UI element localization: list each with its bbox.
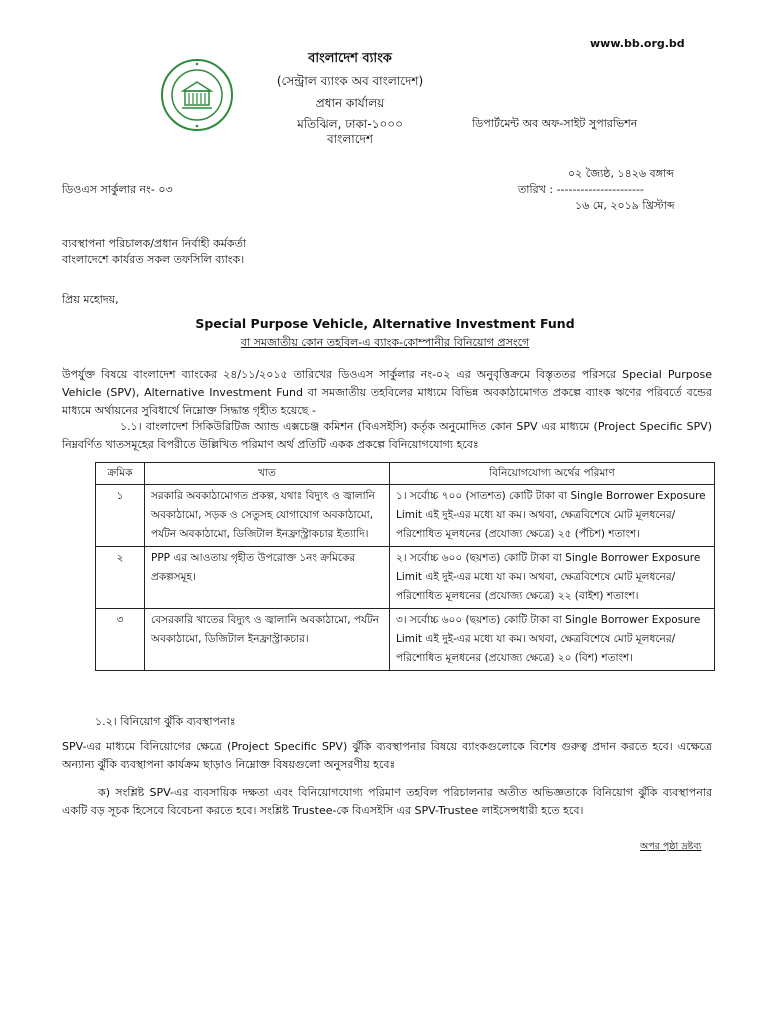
section-1-2-text: SPV-এর মাধ্যমে বিনিয়োগের ক্ষেত্রে (Project Specific SPV) ঝুঁকি ব্যবস্থাপনার বিষয়ে ব্যাংকগুলোকে বিশেষ গুরুত্ব প্রদান করতে হবে। এক্ষেত্রে অন্যান্য ঝুঁকি ব্যবস্থাপনা কার্যক্রম ছাড়াও নিম্নোক্ত বিষয়গুলো অনুসরণীয় হবেঃ bbox=[62, 740, 712, 771]
row-serial: ৩ bbox=[96, 609, 145, 671]
bank-subtitle: (সেন্ট্রাল ব্যাংক অব বাংলাদেশ) bbox=[276, 74, 424, 88]
row-amount: ২। সর্বোচ্চ ৬০০ (ছয়শত) কোটি টাকা বা Single Borrower Exposure Limit এই দুই-এর মধ্যে যা কম। অথবা, ক্ষেত্রবিশেষে মোট মূলধনের/পরিশোধিত মূলধনের (প্রযোজ্য ক্ষেত্রে) ২২ (বাইশ) শতাংশ। bbox=[390, 547, 715, 609]
subject-title: Special Purpose Vehicle, Alternative Investment Fund bbox=[195, 316, 575, 331]
investment-table bbox=[95, 462, 715, 671]
recipient-line-1: ব্যবস্থাপনা পরিচালক/প্রধান নির্বাহী কর্মকর্তা bbox=[62, 237, 247, 250]
header-amount: বিনিয়োগযোগ্য অর্থের পরিমাণ bbox=[390, 463, 715, 485]
section-1-1: ১.১। বাংলাদেশ সিকিউরিটিজ অ্যান্ড এক্সচেঞ্জ কমিশন (বিএসইসি) কর্তৃক অনুমোদিত কোন SPV এর মাধ্যমে (Project Specific SPV) নিম্নবর্ণিত খাতসমূহের বিপরীতে উল্লিখিত পরিমাণ অর্থ প্রতিটি একক প্রকল্পে বিনিয়োগযোগ্য হবেঃ bbox=[62, 420, 712, 451]
section-1-2-title: ১.২। বিনিয়োগ ঝুঁকি ব্যবস্থাপনাঃ bbox=[95, 715, 236, 728]
department-name: ডিপার্টমেন্ট অব অফ-সাইট সুপারভিশন bbox=[472, 117, 638, 130]
date-english: ১৬ মে, ২০১৯ খ্রিস্টাব্দ bbox=[575, 199, 675, 212]
bank-name: বাংলাদেশ ব্যাংক bbox=[308, 51, 392, 66]
intro-paragraph: উপর্যুক্ত বিষয়ে বাংলাদেশ ব্যাংকের ২৪/১১/২০১৫ তারিখের ডিওএস সার্কুলার নং-০২ এর অনুবৃত্তিক্রমে বিস্তৃততর পরিসরে Special Purpose Vehicle (SPV), Alternative Investment Fund বা সমজাতীয় তহবিলের মাধ্যমে বিভিন্ন অবকাঠামোগত প্রকল্পে ব্যাংক ঋণের পরিবর্তে বন্ডের মাধ্যমে অর্থায়নের সুবিধার্থে নিম্নোক্ত সিদ্ধান্ত গৃহীত হয়েছে - bbox=[62, 368, 712, 417]
salutation: প্রিয় মহোদয়, bbox=[62, 293, 119, 306]
circular-number: ডিওএস সার্কুলার নং- ০৩ bbox=[62, 183, 173, 196]
table-row bbox=[96, 609, 715, 671]
date-bangla: ০২ জ্যৈষ্ঠ, ১৪২৬ বঙ্গাব্দ bbox=[568, 167, 674, 180]
office-address: মতিঝিল, ঢাকা-১০০০ bbox=[297, 117, 403, 131]
subject-subtitle: বা সমজাতীয় কোন তহবিল-এ ব্যাংক-কোম্পানীর বিনিয়োগ প্রসংগে bbox=[240, 336, 530, 349]
table-row bbox=[96, 547, 715, 609]
row-serial: ১ bbox=[96, 485, 145, 547]
office-name: প্রধান কার্যালয় bbox=[315, 96, 385, 110]
table-header-row bbox=[96, 463, 715, 485]
bank-logo-icon bbox=[160, 58, 234, 132]
website-url: www.bb.org.bd bbox=[590, 37, 685, 50]
page-turn-note: অপর পৃষ্ঠা দ্রষ্টব্য bbox=[640, 841, 702, 852]
row-amount: ১। সর্বোচ্চ ৭০০ (সাতশত) কোটি টাকা বা Single Borrower Exposure Limit এই দুই-এর মধ্যে যা কম। অথবা, ক্ষেত্রবিশেষে মোট মূলধনের/পরিশোধিত মূলধনের (প্রযোজ্য ক্ষেত্রে) ২৫ (পঁচিশ) শতাংশ। bbox=[390, 485, 715, 547]
row-sector: PPP এর আওতায় গৃহীত উপরোক্ত ১নং ক্রমিকের প্রকল্পসমূহ। bbox=[145, 547, 390, 609]
row-sector: সরকারি অবকাঠামোগত প্রকল্প, যথাঃ বিদ্যুৎ ও জ্বালানি অবকাঠামো, সড়ক ও সেতুসহ যোগাযোগ অবকাঠামো, পর্যটন অবকাঠামো, ডিজিটাল ইনফ্রাস্ট্রাকচার ইত্যাদি। bbox=[145, 485, 390, 547]
country-name: বাংলাদেশ bbox=[327, 132, 373, 146]
item-ka: ক) সংশ্লিষ্ট SPV-এর ব্যবসায়িক দক্ষতা এবং বিনিয়োগযোগ্য পরিমাণ তহবিল পরিচালনার অতীত অভিজ্ঞতাকে বিনিয়োগ ঝুঁকি ব্যবস্থাপনার একটি বড় সূচক হিসেবে বিবেচনা করতে হবে। সংশ্লিষ্ট Trustee-কে বিএসইসি এর SPV-Trustee লাইসেন্সধারী হতে হবে। bbox=[62, 786, 712, 817]
row-sector: বেসরকারি খাতের বিদ্যুৎ ও জ্বালানি অবকাঠামো, পর্যটন অবকাঠামো, ডিজিটাল ইনফ্রাস্ট্রাকচার। bbox=[145, 609, 390, 671]
date-label: তারিখ : ---------------------- bbox=[518, 183, 644, 196]
recipient-line-2: বাংলাদেশে কার্যরত সকল তফসিলি ব্যাংক। bbox=[62, 253, 245, 266]
row-amount: ৩। সর্বোচ্চ ৬০০ (ছয়শত) কোটি টাকা বা Single Borrower Exposure Limit এই দুই-এর মধ্যে যা কম। অথবা, ক্ষেত্রবিশেষে মোট মূলধনের/পরিশোধিত মূলধনের (প্রযোজ্য ক্ষেত্রে) ২০ (বিশ) শতাংশ। bbox=[390, 609, 715, 671]
table-row bbox=[96, 485, 715, 547]
header-serial: ক্রমিক bbox=[96, 463, 145, 485]
row-serial: ২ bbox=[96, 547, 145, 609]
header-sector: খাত bbox=[145, 463, 390, 485]
